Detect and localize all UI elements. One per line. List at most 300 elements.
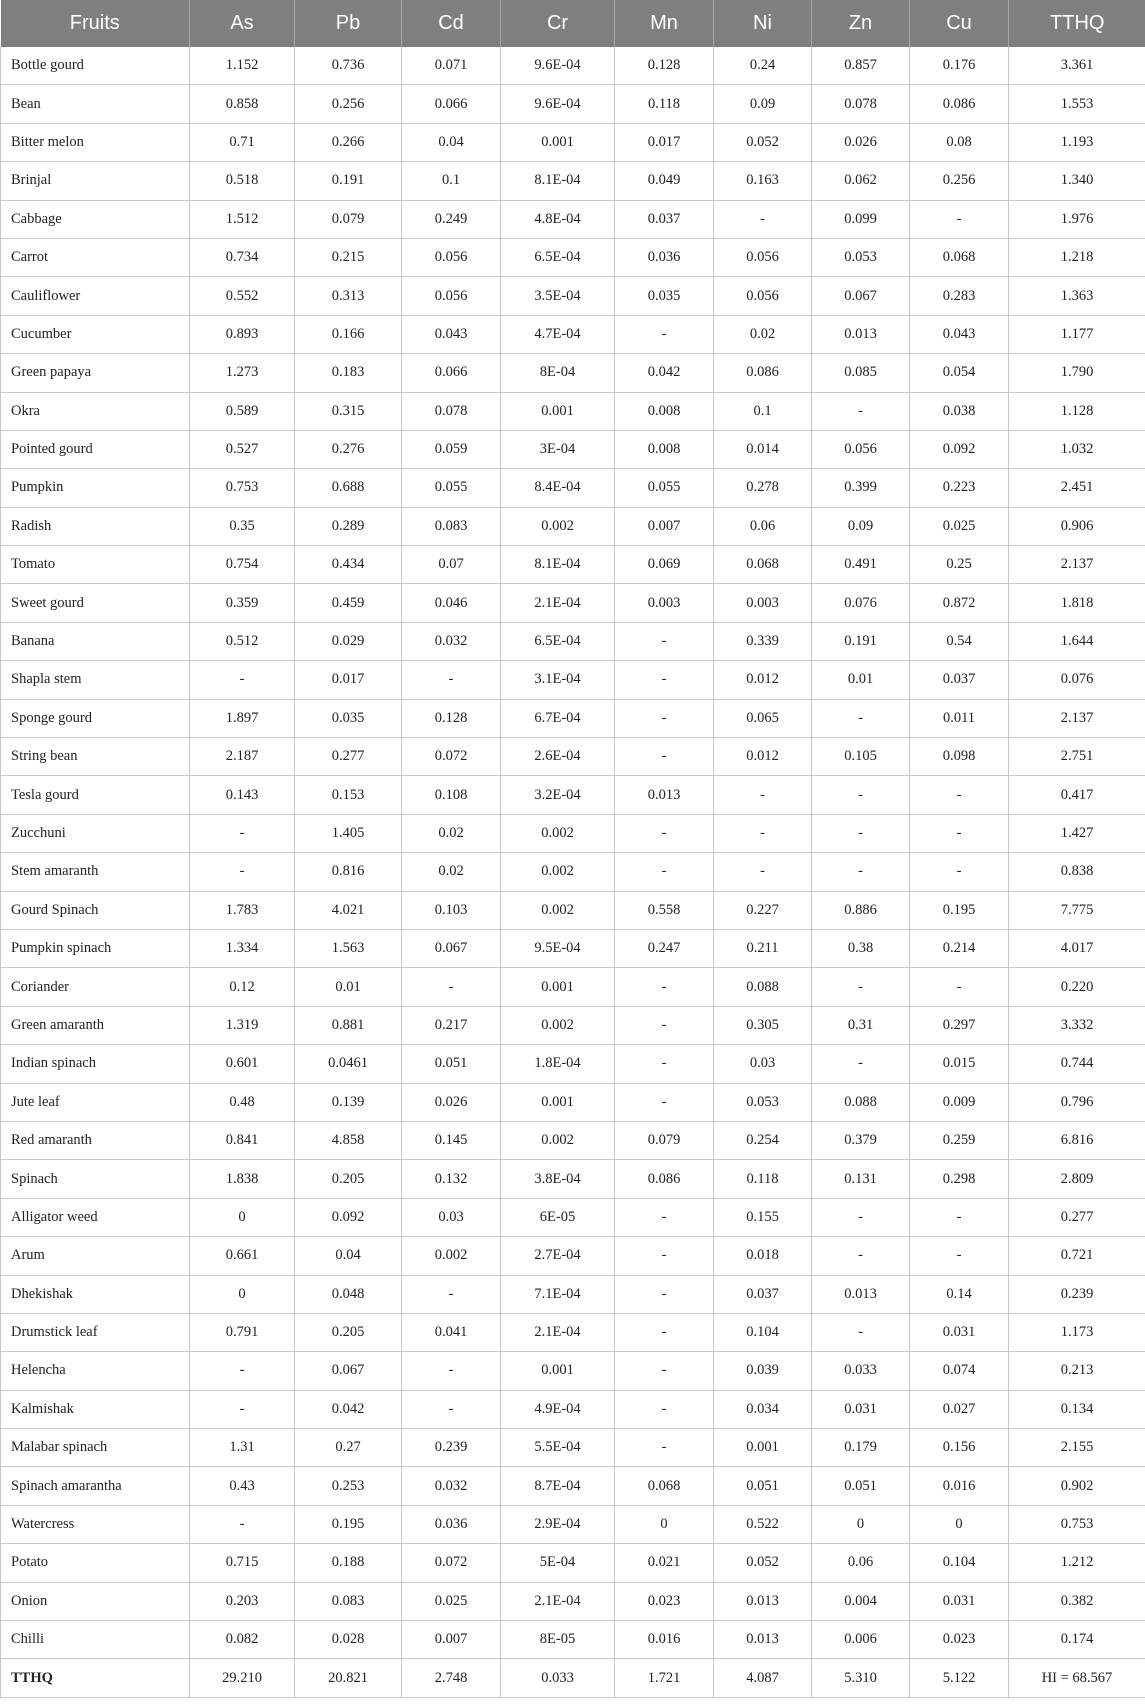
value-cell: 8.7E-04	[501, 1467, 615, 1505]
value-cell: 0.459	[295, 584, 402, 622]
value-cell: 0.211	[714, 929, 812, 967]
value-cell: 0.734	[190, 238, 295, 276]
total-value-cell: 5.310	[812, 1659, 910, 1697]
value-cell: 0.086	[910, 85, 1009, 123]
value-cell: 0.085	[812, 354, 910, 392]
value-cell: 0.037	[714, 1275, 812, 1313]
total-label-cell: TTHQ	[1, 1659, 190, 1697]
row-label-cell: Kalmishak	[1, 1390, 190, 1428]
value-cell: 5.5E-04	[501, 1429, 615, 1467]
value-cell: 0.25	[910, 546, 1009, 584]
value-cell: 2.451	[1009, 469, 1145, 507]
value-cell: 1.319	[190, 1006, 295, 1044]
value-cell: 0.086	[615, 1160, 714, 1198]
value-cell: 6.5E-04	[501, 622, 615, 660]
value-cell: 0.857	[812, 47, 910, 85]
value-cell: 0.099	[812, 200, 910, 238]
value-cell: 0.008	[615, 430, 714, 468]
value-cell: -	[812, 776, 910, 814]
value-cell: 0.056	[714, 238, 812, 276]
row-label-cell: Jute leaf	[1, 1083, 190, 1121]
value-cell: 0.031	[812, 1390, 910, 1428]
value-cell: 0.042	[295, 1390, 402, 1428]
table-row	[1, 738, 1145, 776]
table-row	[1, 392, 1145, 430]
value-cell: -	[910, 968, 1009, 1006]
value-cell: -	[615, 699, 714, 737]
column-header-cu: Cu	[910, 0, 1009, 47]
row-label-cell: Sponge gourd	[1, 699, 190, 737]
value-cell: 0.016	[615, 1621, 714, 1659]
value-cell: 0.051	[714, 1467, 812, 1505]
value-cell: 0.297	[910, 1006, 1009, 1044]
row-label-cell: Dhekishak	[1, 1275, 190, 1313]
total-value-cell: 1.721	[615, 1659, 714, 1697]
value-cell: 4.7E-04	[501, 315, 615, 353]
value-cell: 0.02	[714, 315, 812, 353]
table-row	[1, 1544, 1145, 1582]
value-cell: 0.552	[190, 277, 295, 315]
value-cell: 0.088	[714, 968, 812, 1006]
value-cell: 0.298	[910, 1160, 1009, 1198]
row-label-cell: Pumpkin	[1, 469, 190, 507]
value-cell: 0.558	[615, 891, 714, 929]
value-cell: 0.002	[501, 814, 615, 852]
value-cell: 0.48	[190, 1083, 295, 1121]
value-cell: 0.013	[714, 1582, 812, 1620]
value-cell: 0.841	[190, 1121, 295, 1159]
value-cell: 0.042	[615, 354, 714, 392]
value-cell: 0.754	[190, 546, 295, 584]
value-cell: 0.03	[714, 1045, 812, 1083]
value-cell: 0.026	[812, 123, 910, 161]
value-cell: 0.688	[295, 469, 402, 507]
value-cell: 0.174	[1009, 1621, 1145, 1659]
value-cell: 0.163	[714, 162, 812, 200]
value-cell: 0.215	[295, 238, 402, 276]
value-cell: 0.239	[1009, 1275, 1145, 1313]
table-row	[1, 622, 1145, 660]
value-cell: 2.9E-04	[501, 1505, 615, 1543]
value-cell: 0.032	[402, 622, 501, 660]
value-cell: 0.14	[910, 1275, 1009, 1313]
table-row	[1, 430, 1145, 468]
value-cell: 0.276	[295, 430, 402, 468]
value-cell: 0.076	[812, 584, 910, 622]
value-cell: 6.5E-04	[501, 238, 615, 276]
value-cell: 0.003	[714, 584, 812, 622]
row-label-cell: Pumpkin spinach	[1, 929, 190, 967]
table-row	[1, 354, 1145, 392]
value-cell: 0.083	[295, 1582, 402, 1620]
value-cell: 0.066	[402, 354, 501, 392]
value-cell: 0.076	[1009, 661, 1145, 699]
value-cell: 0.032	[402, 1467, 501, 1505]
value-cell: 0	[190, 1198, 295, 1236]
value-cell: -	[910, 776, 1009, 814]
value-cell: 3.8E-04	[501, 1160, 615, 1198]
table-row	[1, 853, 1145, 891]
value-cell: 0.155	[714, 1198, 812, 1236]
value-cell: 0.004	[812, 1582, 910, 1620]
value-cell: 1.340	[1009, 162, 1145, 200]
row-label-cell: Stem amaranth	[1, 853, 190, 891]
value-cell: 0.253	[295, 1467, 402, 1505]
value-cell: 0.589	[190, 392, 295, 430]
value-cell: 0.881	[295, 1006, 402, 1044]
value-cell: 0.313	[295, 277, 402, 315]
value-cell: 0.902	[1009, 1467, 1145, 1505]
value-cell: 0.071	[402, 47, 501, 85]
table-row	[1, 1505, 1145, 1543]
table-row	[1, 1160, 1145, 1198]
row-label-cell: Bean	[1, 85, 190, 123]
table-row	[1, 1390, 1145, 1428]
value-cell: 0	[910, 1505, 1009, 1543]
value-cell: 1.177	[1009, 315, 1145, 353]
value-cell: 0.315	[295, 392, 402, 430]
value-cell: 0.791	[190, 1313, 295, 1351]
value-cell: 0.001	[501, 968, 615, 1006]
value-cell: 0.098	[910, 738, 1009, 776]
value-cell: 0.002	[501, 853, 615, 891]
value-cell: 0.007	[615, 507, 714, 545]
value-cell: 0	[812, 1505, 910, 1543]
value-cell: -	[402, 661, 501, 699]
value-cell: 0.266	[295, 123, 402, 161]
value-cell: -	[615, 814, 714, 852]
row-label-cell: Chilli	[1, 1621, 190, 1659]
value-cell: 0	[615, 1505, 714, 1543]
value-cell: 3.5E-04	[501, 277, 615, 315]
value-cell: 0.191	[295, 162, 402, 200]
table-row	[1, 1621, 1145, 1659]
value-cell: 1.553	[1009, 85, 1145, 123]
value-cell: 0.002	[501, 1121, 615, 1159]
value-cell: 1.427	[1009, 814, 1145, 852]
row-label-cell: Shapla stem	[1, 661, 190, 699]
value-cell: 6E-05	[501, 1198, 615, 1236]
table-row	[1, 1467, 1145, 1505]
table-row	[1, 699, 1145, 737]
value-cell: 4.021	[295, 891, 402, 929]
table-row	[1, 315, 1145, 353]
row-label-cell: Green papaya	[1, 354, 190, 392]
column-header-fruits: Fruits	[1, 0, 190, 47]
value-cell: 8E-04	[501, 354, 615, 392]
value-cell: 0.04	[402, 123, 501, 161]
value-cell: 0.039	[714, 1352, 812, 1390]
column-header-as: As	[190, 0, 295, 47]
value-cell: 1.363	[1009, 277, 1145, 315]
value-cell: 0.203	[190, 1582, 295, 1620]
value-cell: 3E-04	[501, 430, 615, 468]
value-cell: 0.283	[910, 277, 1009, 315]
value-cell: 0.025	[910, 507, 1009, 545]
table-row	[1, 47, 1145, 85]
table-row	[1, 1352, 1145, 1390]
value-cell: 0.35	[190, 507, 295, 545]
value-cell: 0.131	[812, 1160, 910, 1198]
value-cell: 0.217	[402, 1006, 501, 1044]
value-cell: 0.205	[295, 1313, 402, 1351]
value-cell: 0.27	[295, 1429, 402, 1467]
table-body	[1, 47, 1145, 1697]
value-cell: 0.001	[501, 123, 615, 161]
value-cell: 0.01	[295, 968, 402, 1006]
value-cell: -	[812, 1313, 910, 1351]
value-cell: 5E-04	[501, 1544, 615, 1582]
value-cell: 0.062	[812, 162, 910, 200]
value-cell: 1.644	[1009, 622, 1145, 660]
value-cell: 0.035	[615, 277, 714, 315]
value-cell: 0.072	[402, 1544, 501, 1582]
value-cell: 0.048	[295, 1275, 402, 1313]
value-cell: -	[910, 1237, 1009, 1275]
value-cell: 0.007	[402, 1621, 501, 1659]
table-row	[1, 1121, 1145, 1159]
value-cell: 0.065	[714, 699, 812, 737]
value-cell: 0.074	[910, 1352, 1009, 1390]
value-cell: 0.025	[402, 1582, 501, 1620]
value-cell: 4.017	[1009, 929, 1145, 967]
row-label-cell: String bean	[1, 738, 190, 776]
value-cell: 0.176	[910, 47, 1009, 85]
value-cell: 0.417	[1009, 776, 1145, 814]
value-cell: 0.034	[714, 1390, 812, 1428]
value-cell: 0.021	[615, 1544, 714, 1582]
value-cell: 2.137	[1009, 546, 1145, 584]
row-label-cell: Arum	[1, 1237, 190, 1275]
value-cell: 0.066	[402, 85, 501, 123]
value-cell: 0.816	[295, 853, 402, 891]
value-cell: 0.056	[812, 430, 910, 468]
value-cell: 8.1E-04	[501, 546, 615, 584]
value-cell: 0.067	[812, 277, 910, 315]
value-cell: 0.04	[295, 1237, 402, 1275]
value-cell: 0.31	[812, 1006, 910, 1044]
value-cell: 0.195	[295, 1505, 402, 1543]
value-cell: 0.858	[190, 85, 295, 123]
value-cell: 0.753	[190, 469, 295, 507]
value-cell: 0.145	[402, 1121, 501, 1159]
row-label-cell: Carrot	[1, 238, 190, 276]
row-label-cell: Tomato	[1, 546, 190, 584]
value-cell: 0.083	[402, 507, 501, 545]
value-cell: 9.5E-04	[501, 929, 615, 967]
row-label-cell: Potato	[1, 1544, 190, 1582]
column-header-cd: Cd	[402, 0, 501, 47]
value-cell: 0.1	[402, 162, 501, 200]
value-cell: 0.108	[402, 776, 501, 814]
value-cell: 0.012	[714, 738, 812, 776]
value-cell: 0.838	[1009, 853, 1145, 891]
value-cell: 0.023	[615, 1582, 714, 1620]
value-cell: 1.212	[1009, 1544, 1145, 1582]
value-cell: -	[190, 814, 295, 852]
value-cell: 3.2E-04	[501, 776, 615, 814]
value-cell: 1.783	[190, 891, 295, 929]
value-cell: 0.38	[812, 929, 910, 967]
value-cell: 0.08	[910, 123, 1009, 161]
value-cell: -	[615, 1390, 714, 1428]
total-value-cell: 5.122	[910, 1659, 1009, 1697]
table-row	[1, 1275, 1145, 1313]
value-cell: -	[402, 1352, 501, 1390]
value-cell: 1.152	[190, 47, 295, 85]
value-cell: 0.277	[1009, 1198, 1145, 1236]
table-row	[1, 1045, 1145, 1083]
value-cell: 0.008	[615, 392, 714, 430]
value-cell: 1.273	[190, 354, 295, 392]
value-cell: 0.601	[190, 1045, 295, 1083]
value-cell: 0.068	[910, 238, 1009, 276]
value-cell: 0.001	[714, 1429, 812, 1467]
value-cell: 0.027	[910, 1390, 1009, 1428]
value-cell: -	[615, 1352, 714, 1390]
value-cell: 0.0461	[295, 1045, 402, 1083]
value-cell: -	[714, 776, 812, 814]
value-cell: 0.001	[501, 392, 615, 430]
value-cell: -	[190, 1352, 295, 1390]
table-row	[1, 1582, 1145, 1620]
value-cell: 0.522	[714, 1505, 812, 1543]
value-cell: 0.067	[295, 1352, 402, 1390]
value-cell: -	[812, 699, 910, 737]
value-cell: 0.006	[812, 1621, 910, 1659]
value-cell: -	[615, 1083, 714, 1121]
table-row	[1, 1313, 1145, 1351]
value-cell: 6.7E-04	[501, 699, 615, 737]
value-cell: 0.06	[714, 507, 812, 545]
value-cell: 0.041	[402, 1313, 501, 1351]
value-cell: 0.399	[812, 469, 910, 507]
value-cell: 0.527	[190, 430, 295, 468]
row-label-cell: Sweet gourd	[1, 584, 190, 622]
value-cell: 0.54	[910, 622, 1009, 660]
table-row	[1, 469, 1145, 507]
value-cell: 0.072	[402, 738, 501, 776]
value-cell: 0.382	[1009, 1582, 1145, 1620]
value-cell: 0.143	[190, 776, 295, 814]
row-label-cell: Green amaranth	[1, 1006, 190, 1044]
table-row	[1, 1237, 1145, 1275]
value-cell: 2.1E-04	[501, 1582, 615, 1620]
row-label-cell: Bitter melon	[1, 123, 190, 161]
table-row	[1, 1083, 1145, 1121]
value-cell: -	[615, 1313, 714, 1351]
column-header-tthq: TTHQ	[1009, 0, 1145, 47]
total-value-cell: 20.821	[295, 1659, 402, 1697]
value-cell: -	[615, 315, 714, 353]
value-cell: 0.227	[714, 891, 812, 929]
row-label-cell: Helencha	[1, 1352, 190, 1390]
value-cell: 0.277	[295, 738, 402, 776]
value-cell: 0.046	[402, 584, 501, 622]
value-cell: 0.031	[910, 1582, 1009, 1620]
value-cell: 7.1E-04	[501, 1275, 615, 1313]
value-cell: 0.104	[714, 1313, 812, 1351]
value-cell: 0.088	[812, 1083, 910, 1121]
value-cell: 0.118	[714, 1160, 812, 1198]
value-cell: -	[714, 814, 812, 852]
value-cell: 0.078	[402, 392, 501, 430]
value-cell: 0.893	[190, 315, 295, 353]
value-cell: 0.001	[501, 1352, 615, 1390]
value-cell: 0.872	[910, 584, 1009, 622]
value-cell: 0.256	[295, 85, 402, 123]
value-cell: 0.359	[190, 584, 295, 622]
value-cell: 0.512	[190, 622, 295, 660]
value-cell: 0.214	[910, 929, 1009, 967]
row-label-cell: Okra	[1, 392, 190, 430]
value-cell: 0.195	[910, 891, 1009, 929]
value-cell: 0.278	[714, 469, 812, 507]
value-cell: 0.721	[1009, 1237, 1145, 1275]
total-value-cell: 2.748	[402, 1659, 501, 1697]
value-cell: 0.03	[402, 1198, 501, 1236]
value-cell: 0.079	[295, 200, 402, 238]
value-cell: 1.128	[1009, 392, 1145, 430]
row-label-cell: Onion	[1, 1582, 190, 1620]
value-cell: 0.031	[910, 1313, 1009, 1351]
value-cell: 1.173	[1009, 1313, 1145, 1351]
value-cell: 0.053	[714, 1083, 812, 1121]
value-cell: -	[812, 968, 910, 1006]
value-cell: 9.6E-04	[501, 85, 615, 123]
value-cell: -	[714, 200, 812, 238]
value-cell: 0.179	[812, 1429, 910, 1467]
value-cell: 0.213	[1009, 1352, 1145, 1390]
value-cell: 0.103	[402, 891, 501, 929]
value-cell: 0.305	[714, 1006, 812, 1044]
value-cell: -	[812, 1045, 910, 1083]
value-cell: 0.055	[402, 469, 501, 507]
table-row	[1, 776, 1145, 814]
value-cell: -	[615, 738, 714, 776]
value-cell: 0.661	[190, 1237, 295, 1275]
row-label-cell: Watercress	[1, 1505, 190, 1543]
value-cell: 2.187	[190, 738, 295, 776]
value-cell: 0	[190, 1275, 295, 1313]
total-value-cell: 0.033	[501, 1659, 615, 1697]
value-cell: -	[812, 814, 910, 852]
value-cell: 0.092	[910, 430, 1009, 468]
value-cell: 0.033	[812, 1352, 910, 1390]
value-cell: 3.361	[1009, 47, 1145, 85]
value-cell: 3.332	[1009, 1006, 1145, 1044]
row-label-cell: Drumstick leaf	[1, 1313, 190, 1351]
total-value-cell: 29.210	[190, 1659, 295, 1697]
row-label-cell: Alligator weed	[1, 1198, 190, 1236]
value-cell: 0.156	[910, 1429, 1009, 1467]
value-cell: 0.128	[402, 699, 501, 737]
total-row	[1, 1659, 1145, 1697]
value-cell: -	[615, 1429, 714, 1467]
value-cell: 0.023	[910, 1621, 1009, 1659]
value-cell: 0.205	[295, 1160, 402, 1198]
value-cell: 1.976	[1009, 200, 1145, 238]
value-cell: 0.249	[402, 200, 501, 238]
row-label-cell: Tesla gourd	[1, 776, 190, 814]
value-cell: -	[615, 1045, 714, 1083]
value-cell: -	[812, 392, 910, 430]
table-row	[1, 546, 1145, 584]
column-header-pb: Pb	[295, 0, 402, 47]
value-cell: 0.24	[714, 47, 812, 85]
value-cell: 0.254	[714, 1121, 812, 1159]
value-cell: -	[615, 1237, 714, 1275]
